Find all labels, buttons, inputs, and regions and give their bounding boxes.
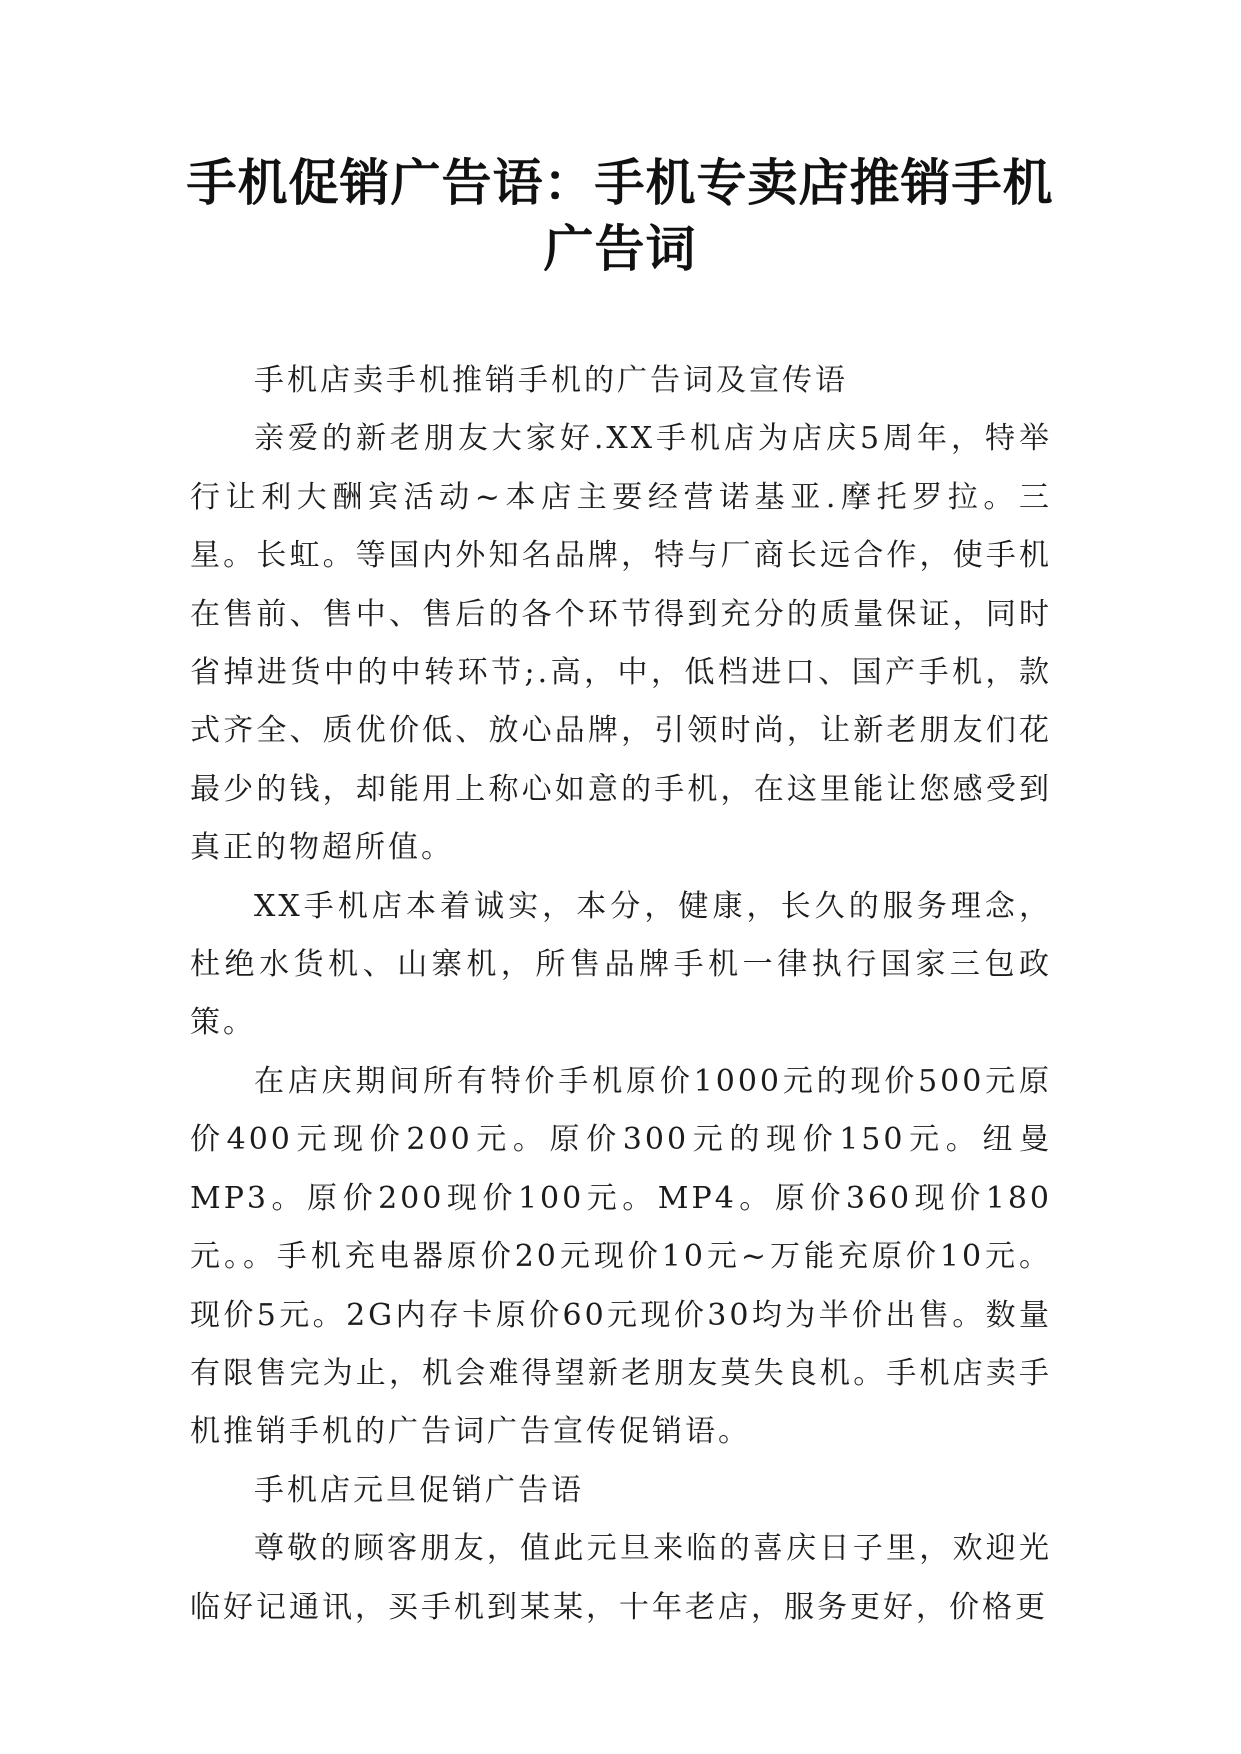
document-body: [190, 352, 1052, 1637]
body-paragraph: 在店庆期间所有特价手机原价1000元的现价500元原价400元现价200元。原价300元的现价150元。纽曼MP3。原价200现价100元。MP4。原价360现价180元。。手机充电器原价20元现价10元~万能充原价10元。现价5元。2G内存卡原价60元现价30均为半价出售。数量有限售完为止，机会难得望新老朋友莫失良机。手机店卖手机推销手机的广告词广告宣传促销语。: [190, 1063, 1052, 1450]
body-paragraph: XX手机店本着诚实，本分，健康，长久的服务理念，杜绝水货机、山寨机，所售品牌手机一律执行国家三包政策。: [190, 888, 1052, 1041]
body-paragraph: 尊敬的顾客朋友，值此元旦来临的喜庆日子里，欢迎光临好记通讯，买手机到某某，十年老店，服务更好，价格更: [190, 1531, 1052, 1625]
section-heading: 手机店元旦促销广告语: [254, 1472, 584, 1508]
document-title: 手机促销广告语：手机专卖店推销手机广告词: [186, 153, 1054, 278]
body-paragraph: 亲爱的新老朋友大家好.XX手机店为店庆5周年，特举行让利大酬宾活动~本店主要经营诺基亚.摩托罗拉。三星。长虹。等国内外知名品牌，特与厂商长远合作，使手机在售前、售中、售后的各个环节得到充分的质量保证，同时省掉进货中的中转环节;.高，中，低档进口、国产手机，款式齐全、质优价低、放心品牌，引领时尚，让新老朋友们花最少的钱，却能用上称心如意的手机，在这里能让您感受到真正的物超所值。: [190, 421, 1052, 866]
section-heading: 手机店卖手机推销手机的广告词及宣传语: [254, 363, 848, 398]
